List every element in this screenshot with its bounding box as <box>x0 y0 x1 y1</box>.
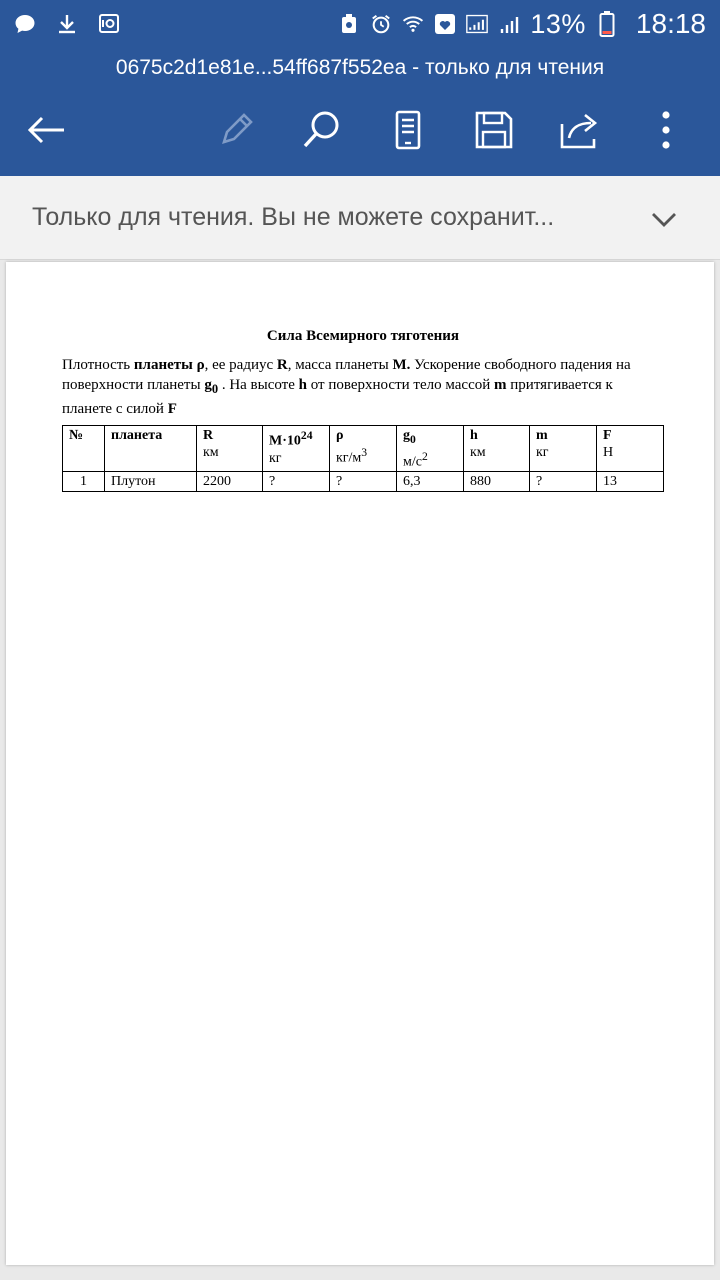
cell-r: 2200 <box>197 472 263 492</box>
share-icon <box>559 110 601 154</box>
header-f: F Н <box>597 426 664 472</box>
para-bold: m <box>494 377 507 393</box>
signal-icon-2 <box>498 13 520 35</box>
cell-h: 880 <box>464 472 530 492</box>
header-rho: ρ $кг/м^3$ <box>330 426 397 472</box>
search-icon <box>301 109 343 155</box>
para-text: , масса планеты <box>287 357 393 373</box>
read-only-message: Только для чтения. Вы не можете сохранит... <box>32 203 555 231</box>
document-content <box>62 328 664 492</box>
toolbar <box>0 88 720 176</box>
document-title: 0675c2d1e81e...54ff687f552ea - только для чтения <box>0 48 720 88</box>
battery-percent: 13% <box>530 8 586 39</box>
save-button[interactable] <box>464 102 524 162</box>
heart-icon <box>434 13 456 35</box>
para-bold-sub: 0 <box>211 382 219 396</box>
cell-mass: ? <box>530 472 597 492</box>
recycle-icon <box>338 13 360 35</box>
para-bold: g <box>204 377 212 393</box>
battery-icon <box>596 13 618 35</box>
doc-heading: Сила Всемирного тяготения <box>266 328 460 344</box>
arrow-left-icon <box>26 115 66 149</box>
para-text: притягивается к планете с силой <box>62 377 613 417</box>
cell-m: ? <box>263 472 330 492</box>
cell-g: 6,3 <box>397 472 464 492</box>
header-m: $M\cdot 10^{24}$ кг <box>263 426 330 472</box>
save-icon <box>474 110 514 154</box>
back-button[interactable] <box>16 102 76 162</box>
para-bold: F <box>167 401 177 417</box>
search-button[interactable] <box>292 102 352 162</box>
chevron-down-icon[interactable] <box>644 200 684 240</box>
reading-view-button[interactable] <box>378 102 438 162</box>
para-text: Плотность <box>62 357 134 373</box>
read-only-notice[interactable] <box>0 176 720 260</box>
alarm-clock-icon <box>370 13 392 35</box>
data-table <box>62 425 664 492</box>
edit-button[interactable] <box>206 102 266 162</box>
para-text: . На высоте <box>218 377 299 393</box>
cell-planet: Плутон <box>105 472 197 492</box>
clock: 18:18 <box>635 8 706 39</box>
safe-icon <box>98 13 120 35</box>
para-bold: R <box>276 357 288 373</box>
download-icon <box>56 13 78 35</box>
table-row <box>63 472 664 492</box>
para-text: от поверхности тело массой <box>306 377 495 393</box>
mobile-view-icon <box>393 110 423 154</box>
para-text: , ее радиус <box>204 357 277 373</box>
signal-icon <box>466 13 488 35</box>
chat-bubble-icon <box>14 13 36 35</box>
para-bold: планеты ρ <box>133 357 205 373</box>
wifi-icon <box>402 13 424 35</box>
para-text: Ускорение свободного падения на поверхности планеты <box>62 357 631 393</box>
cell-f: 13 <box>597 472 664 492</box>
status-bar <box>0 0 720 48</box>
header-num: № <box>63 426 105 472</box>
para-bold: h <box>298 377 307 393</box>
header-h: h км <box>464 426 530 472</box>
pencil-icon <box>216 110 256 154</box>
doc-paragraph <box>62 355 664 419</box>
header-planet: планета <box>105 426 197 472</box>
share-button[interactable] <box>550 102 610 162</box>
header-g: $g_0$ $м/с^2$ <box>397 426 464 472</box>
table-header-row <box>63 426 664 472</box>
header-r: R км <box>197 426 263 472</box>
cell-num: 1 <box>63 472 105 492</box>
header-mass: m кг <box>530 426 597 472</box>
more-vertical-icon <box>660 110 672 154</box>
cell-rho: ? <box>330 472 397 492</box>
document-page[interactable] <box>6 262 714 1265</box>
para-bold: M. <box>392 357 411 373</box>
more-options-button[interactable] <box>636 102 696 162</box>
